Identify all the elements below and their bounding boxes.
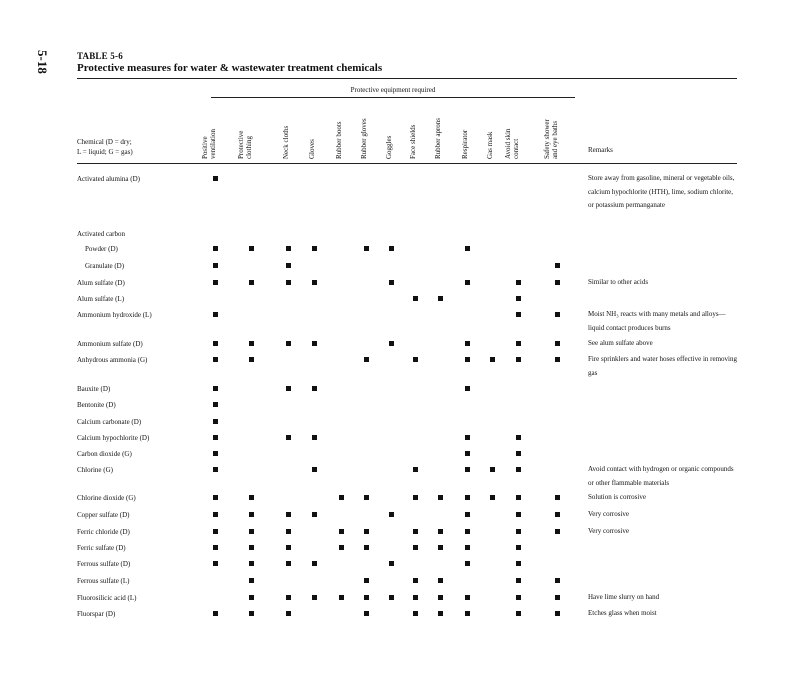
required-mark bbox=[286, 280, 291, 285]
required-mark bbox=[213, 402, 218, 407]
required-mark bbox=[555, 280, 560, 285]
chemical-name: Fluorspar (D) bbox=[77, 610, 116, 618]
table-row bbox=[0, 493, 800, 505]
required-mark bbox=[213, 467, 218, 472]
required-mark bbox=[516, 595, 521, 600]
chemical-name: Ferric chloride (D) bbox=[77, 528, 130, 536]
required-mark bbox=[490, 357, 495, 362]
required-mark bbox=[286, 611, 291, 616]
required-mark bbox=[438, 529, 443, 534]
required-mark bbox=[465, 512, 470, 517]
chemical-name: Carbon dioxide (G) bbox=[77, 450, 132, 458]
required-mark bbox=[465, 451, 470, 456]
required-mark bbox=[490, 495, 495, 500]
required-mark bbox=[286, 529, 291, 534]
chemical-name: Ferrous sulfate (D) bbox=[77, 560, 131, 568]
required-mark bbox=[516, 495, 521, 500]
column-header-label: Safety shower and eye baths bbox=[543, 119, 559, 159]
required-mark bbox=[465, 280, 470, 285]
required-mark bbox=[312, 435, 317, 440]
required-mark bbox=[249, 246, 254, 251]
column-header-label: Positive ventilation bbox=[201, 129, 217, 159]
remark-text: Etches glass when moist bbox=[588, 609, 657, 617]
chemical-header-line-2: L = liquid; G = gas) bbox=[77, 148, 133, 156]
required-mark bbox=[438, 578, 443, 583]
table-row bbox=[0, 384, 800, 396]
required-mark bbox=[516, 435, 521, 440]
required-mark bbox=[213, 341, 218, 346]
chemical-name: Chlorine (G) bbox=[77, 466, 113, 474]
table-row bbox=[0, 593, 800, 605]
chemical-name: Ferrous sulfate (L) bbox=[77, 577, 130, 585]
required-mark bbox=[516, 357, 521, 362]
required-mark bbox=[389, 561, 394, 566]
required-mark bbox=[413, 545, 418, 550]
chemical-name: Chlorine dioxide (G) bbox=[77, 494, 136, 502]
page-number: 5-18 bbox=[35, 50, 50, 74]
table-row bbox=[0, 339, 800, 351]
required-mark bbox=[516, 280, 521, 285]
column-header-label: Goggles bbox=[385, 135, 393, 159]
required-mark bbox=[213, 435, 218, 440]
chemical-name: Fluorosilicic acid (L) bbox=[77, 594, 137, 602]
column-header-label: Gas mask bbox=[486, 131, 494, 159]
remark-text: Avoid contact with hydrogen or organic compounds or other flammable materials bbox=[588, 465, 734, 487]
required-mark bbox=[286, 435, 291, 440]
required-mark bbox=[312, 246, 317, 251]
column-header-label: Avoid skin contact bbox=[504, 128, 520, 159]
required-mark bbox=[249, 529, 254, 534]
column-header-label: Gloves bbox=[308, 139, 316, 159]
chemical-name: Activated carbon bbox=[77, 230, 126, 238]
required-mark bbox=[249, 495, 254, 500]
chemical-name: Ammonium hydroxide (L) bbox=[77, 311, 152, 319]
chemical-name: Bentonite (D) bbox=[77, 401, 116, 409]
required-mark bbox=[465, 545, 470, 550]
table-row bbox=[0, 576, 800, 588]
required-mark bbox=[465, 386, 470, 391]
required-mark bbox=[465, 341, 470, 346]
chemical-column-header bbox=[77, 137, 133, 157]
required-mark bbox=[516, 312, 521, 317]
required-mark bbox=[465, 495, 470, 500]
column-header-label: Rubber aprons bbox=[434, 117, 442, 159]
required-mark bbox=[364, 246, 369, 251]
top-rule bbox=[77, 78, 737, 79]
required-mark bbox=[555, 611, 560, 616]
table-title: Protective measures for water & wastewater treatment chemicals bbox=[77, 62, 383, 74]
required-mark bbox=[286, 512, 291, 517]
required-mark bbox=[413, 611, 418, 616]
chemical-name: Activated alumina (D) bbox=[77, 175, 140, 183]
column-header-label: Neck cloths bbox=[282, 125, 290, 159]
table-row bbox=[0, 527, 800, 539]
required-mark bbox=[465, 246, 470, 251]
required-mark bbox=[516, 296, 521, 301]
required-mark bbox=[465, 435, 470, 440]
remark-text: Similar to other acids bbox=[588, 278, 649, 286]
chemical-name: Powder (D) bbox=[85, 245, 118, 253]
required-mark bbox=[213, 312, 218, 317]
required-mark bbox=[249, 578, 254, 583]
required-mark bbox=[312, 595, 317, 600]
table-row bbox=[0, 510, 800, 522]
chemical-name: Alum sulfate (L) bbox=[77, 295, 125, 303]
required-mark bbox=[213, 419, 218, 424]
required-mark bbox=[213, 561, 218, 566]
required-mark bbox=[312, 280, 317, 285]
required-mark bbox=[389, 512, 394, 517]
chemical-name: Calcium carbonate (D) bbox=[77, 418, 142, 426]
required-mark bbox=[438, 611, 443, 616]
required-mark bbox=[389, 341, 394, 346]
required-mark bbox=[213, 545, 218, 550]
table-row bbox=[0, 433, 800, 445]
required-mark bbox=[465, 561, 470, 566]
required-mark bbox=[438, 296, 443, 301]
table-row bbox=[0, 244, 800, 256]
required-mark bbox=[249, 595, 254, 600]
required-mark bbox=[465, 595, 470, 600]
required-mark bbox=[465, 467, 470, 472]
required-mark bbox=[339, 529, 344, 534]
required-mark bbox=[465, 611, 470, 616]
table-row bbox=[0, 310, 800, 332]
chemical-name: Copper sulfate (D) bbox=[77, 511, 130, 519]
required-mark bbox=[213, 529, 218, 534]
required-mark bbox=[364, 611, 369, 616]
table-row bbox=[0, 355, 800, 377]
required-mark bbox=[555, 495, 560, 500]
required-mark bbox=[312, 386, 317, 391]
column-header-label: Face shields bbox=[409, 124, 417, 159]
remark-text: Solution is corrosive bbox=[588, 493, 646, 501]
required-mark bbox=[213, 386, 218, 391]
required-mark bbox=[389, 280, 394, 285]
table-row bbox=[0, 559, 800, 571]
required-mark bbox=[555, 529, 560, 534]
required-mark bbox=[555, 312, 560, 317]
required-mark bbox=[555, 512, 560, 517]
remark-text: Very corrosive bbox=[588, 510, 630, 518]
required-mark bbox=[249, 611, 254, 616]
remark-text: Fire sprinklers and water hoses effective in removing gas bbox=[588, 355, 737, 377]
required-mark bbox=[438, 595, 443, 600]
required-mark bbox=[339, 595, 344, 600]
required-mark bbox=[213, 512, 218, 517]
table-row bbox=[0, 465, 800, 487]
table-row bbox=[0, 229, 800, 241]
required-mark bbox=[364, 578, 369, 583]
remark-text: Store away from gasoline, mineral or vegetable oils, calcium hypochlorite (HTH), lime, sodium chlorite, or potassium permanganate bbox=[588, 174, 735, 209]
required-mark bbox=[389, 246, 394, 251]
header-rule bbox=[77, 163, 737, 164]
required-mark bbox=[213, 246, 218, 251]
required-mark bbox=[413, 467, 418, 472]
chemical-name: Anhydrous ammonia (G) bbox=[77, 356, 148, 364]
required-mark bbox=[312, 561, 317, 566]
required-mark bbox=[286, 263, 291, 268]
required-mark bbox=[516, 467, 521, 472]
required-mark bbox=[249, 561, 254, 566]
required-mark bbox=[213, 451, 218, 456]
required-mark bbox=[286, 341, 291, 346]
required-mark bbox=[413, 529, 418, 534]
required-mark bbox=[364, 357, 369, 362]
required-mark bbox=[249, 357, 254, 362]
required-mark bbox=[286, 545, 291, 550]
required-mark bbox=[286, 561, 291, 566]
required-mark bbox=[364, 545, 369, 550]
required-mark bbox=[312, 467, 317, 472]
required-mark bbox=[339, 495, 344, 500]
group-header: Protective equipment required bbox=[350, 86, 436, 94]
required-mark bbox=[516, 529, 521, 534]
required-mark bbox=[312, 341, 317, 346]
required-mark bbox=[413, 296, 418, 301]
required-mark bbox=[249, 280, 254, 285]
chemical-name: Ferric sulfate (D) bbox=[77, 544, 126, 552]
chemical-name: Ammonium sulfate (D) bbox=[77, 340, 143, 348]
required-mark bbox=[364, 495, 369, 500]
table-row bbox=[0, 609, 800, 621]
table-label: TABLE 5-6 bbox=[77, 51, 123, 61]
required-mark bbox=[364, 595, 369, 600]
required-mark bbox=[555, 263, 560, 268]
required-mark bbox=[516, 545, 521, 550]
chemical-name: Alum sulfate (D) bbox=[77, 279, 125, 287]
required-mark bbox=[213, 611, 218, 616]
remark-text: See alum sulfate above bbox=[588, 339, 653, 347]
table-row bbox=[0, 417, 800, 429]
required-mark bbox=[413, 578, 418, 583]
required-mark bbox=[249, 545, 254, 550]
table-row bbox=[0, 174, 800, 209]
required-mark bbox=[413, 495, 418, 500]
required-mark bbox=[465, 529, 470, 534]
table-row bbox=[0, 294, 800, 306]
required-mark bbox=[490, 467, 495, 472]
required-mark bbox=[516, 451, 521, 456]
table-row bbox=[0, 261, 800, 273]
required-mark bbox=[413, 357, 418, 362]
required-mark bbox=[249, 512, 254, 517]
required-mark bbox=[555, 578, 560, 583]
required-mark bbox=[339, 545, 344, 550]
column-header-label: Rubber gloves bbox=[360, 118, 368, 159]
table-row bbox=[0, 449, 800, 461]
required-mark bbox=[213, 176, 218, 181]
required-mark bbox=[516, 341, 521, 346]
required-mark bbox=[213, 263, 218, 268]
required-mark bbox=[438, 545, 443, 550]
required-mark bbox=[364, 529, 369, 534]
table-row bbox=[0, 400, 800, 412]
remark-text: Moist NH₃ reacts with many metals and alloys—liquid contact produces burns bbox=[588, 310, 726, 332]
column-header-label: Respirator bbox=[461, 129, 469, 159]
table-row bbox=[0, 278, 800, 290]
required-mark bbox=[213, 280, 218, 285]
chemical-name: Bauxite (D) bbox=[77, 385, 111, 393]
column-header-label: Protective clothing bbox=[237, 130, 253, 159]
chemical-header-line-1: Chemical (D = dry; bbox=[77, 138, 132, 146]
required-mark bbox=[413, 595, 418, 600]
required-mark bbox=[286, 386, 291, 391]
chemical-name: Granulate (D) bbox=[85, 262, 125, 270]
table-row bbox=[0, 543, 800, 555]
required-mark bbox=[286, 246, 291, 251]
required-mark bbox=[312, 512, 317, 517]
remarks-column-header: Remarks bbox=[588, 146, 613, 154]
required-mark bbox=[555, 357, 560, 362]
required-mark bbox=[249, 341, 254, 346]
required-mark bbox=[286, 595, 291, 600]
required-mark bbox=[516, 512, 521, 517]
required-mark bbox=[438, 495, 443, 500]
remark-text: Very corrosive bbox=[588, 527, 630, 535]
remark-text: Have lime slurry on hand bbox=[588, 593, 660, 601]
group-rule bbox=[211, 97, 575, 98]
chemical-name: Calcium hypochlorite (D) bbox=[77, 434, 150, 442]
required-mark bbox=[516, 611, 521, 616]
required-mark bbox=[465, 357, 470, 362]
column-header-label: Rubber boots bbox=[335, 121, 343, 159]
required-mark bbox=[213, 357, 218, 362]
required-mark bbox=[555, 595, 560, 600]
required-mark bbox=[555, 341, 560, 346]
required-mark bbox=[516, 561, 521, 566]
required-mark bbox=[516, 578, 521, 583]
required-mark bbox=[213, 495, 218, 500]
required-mark bbox=[389, 595, 394, 600]
